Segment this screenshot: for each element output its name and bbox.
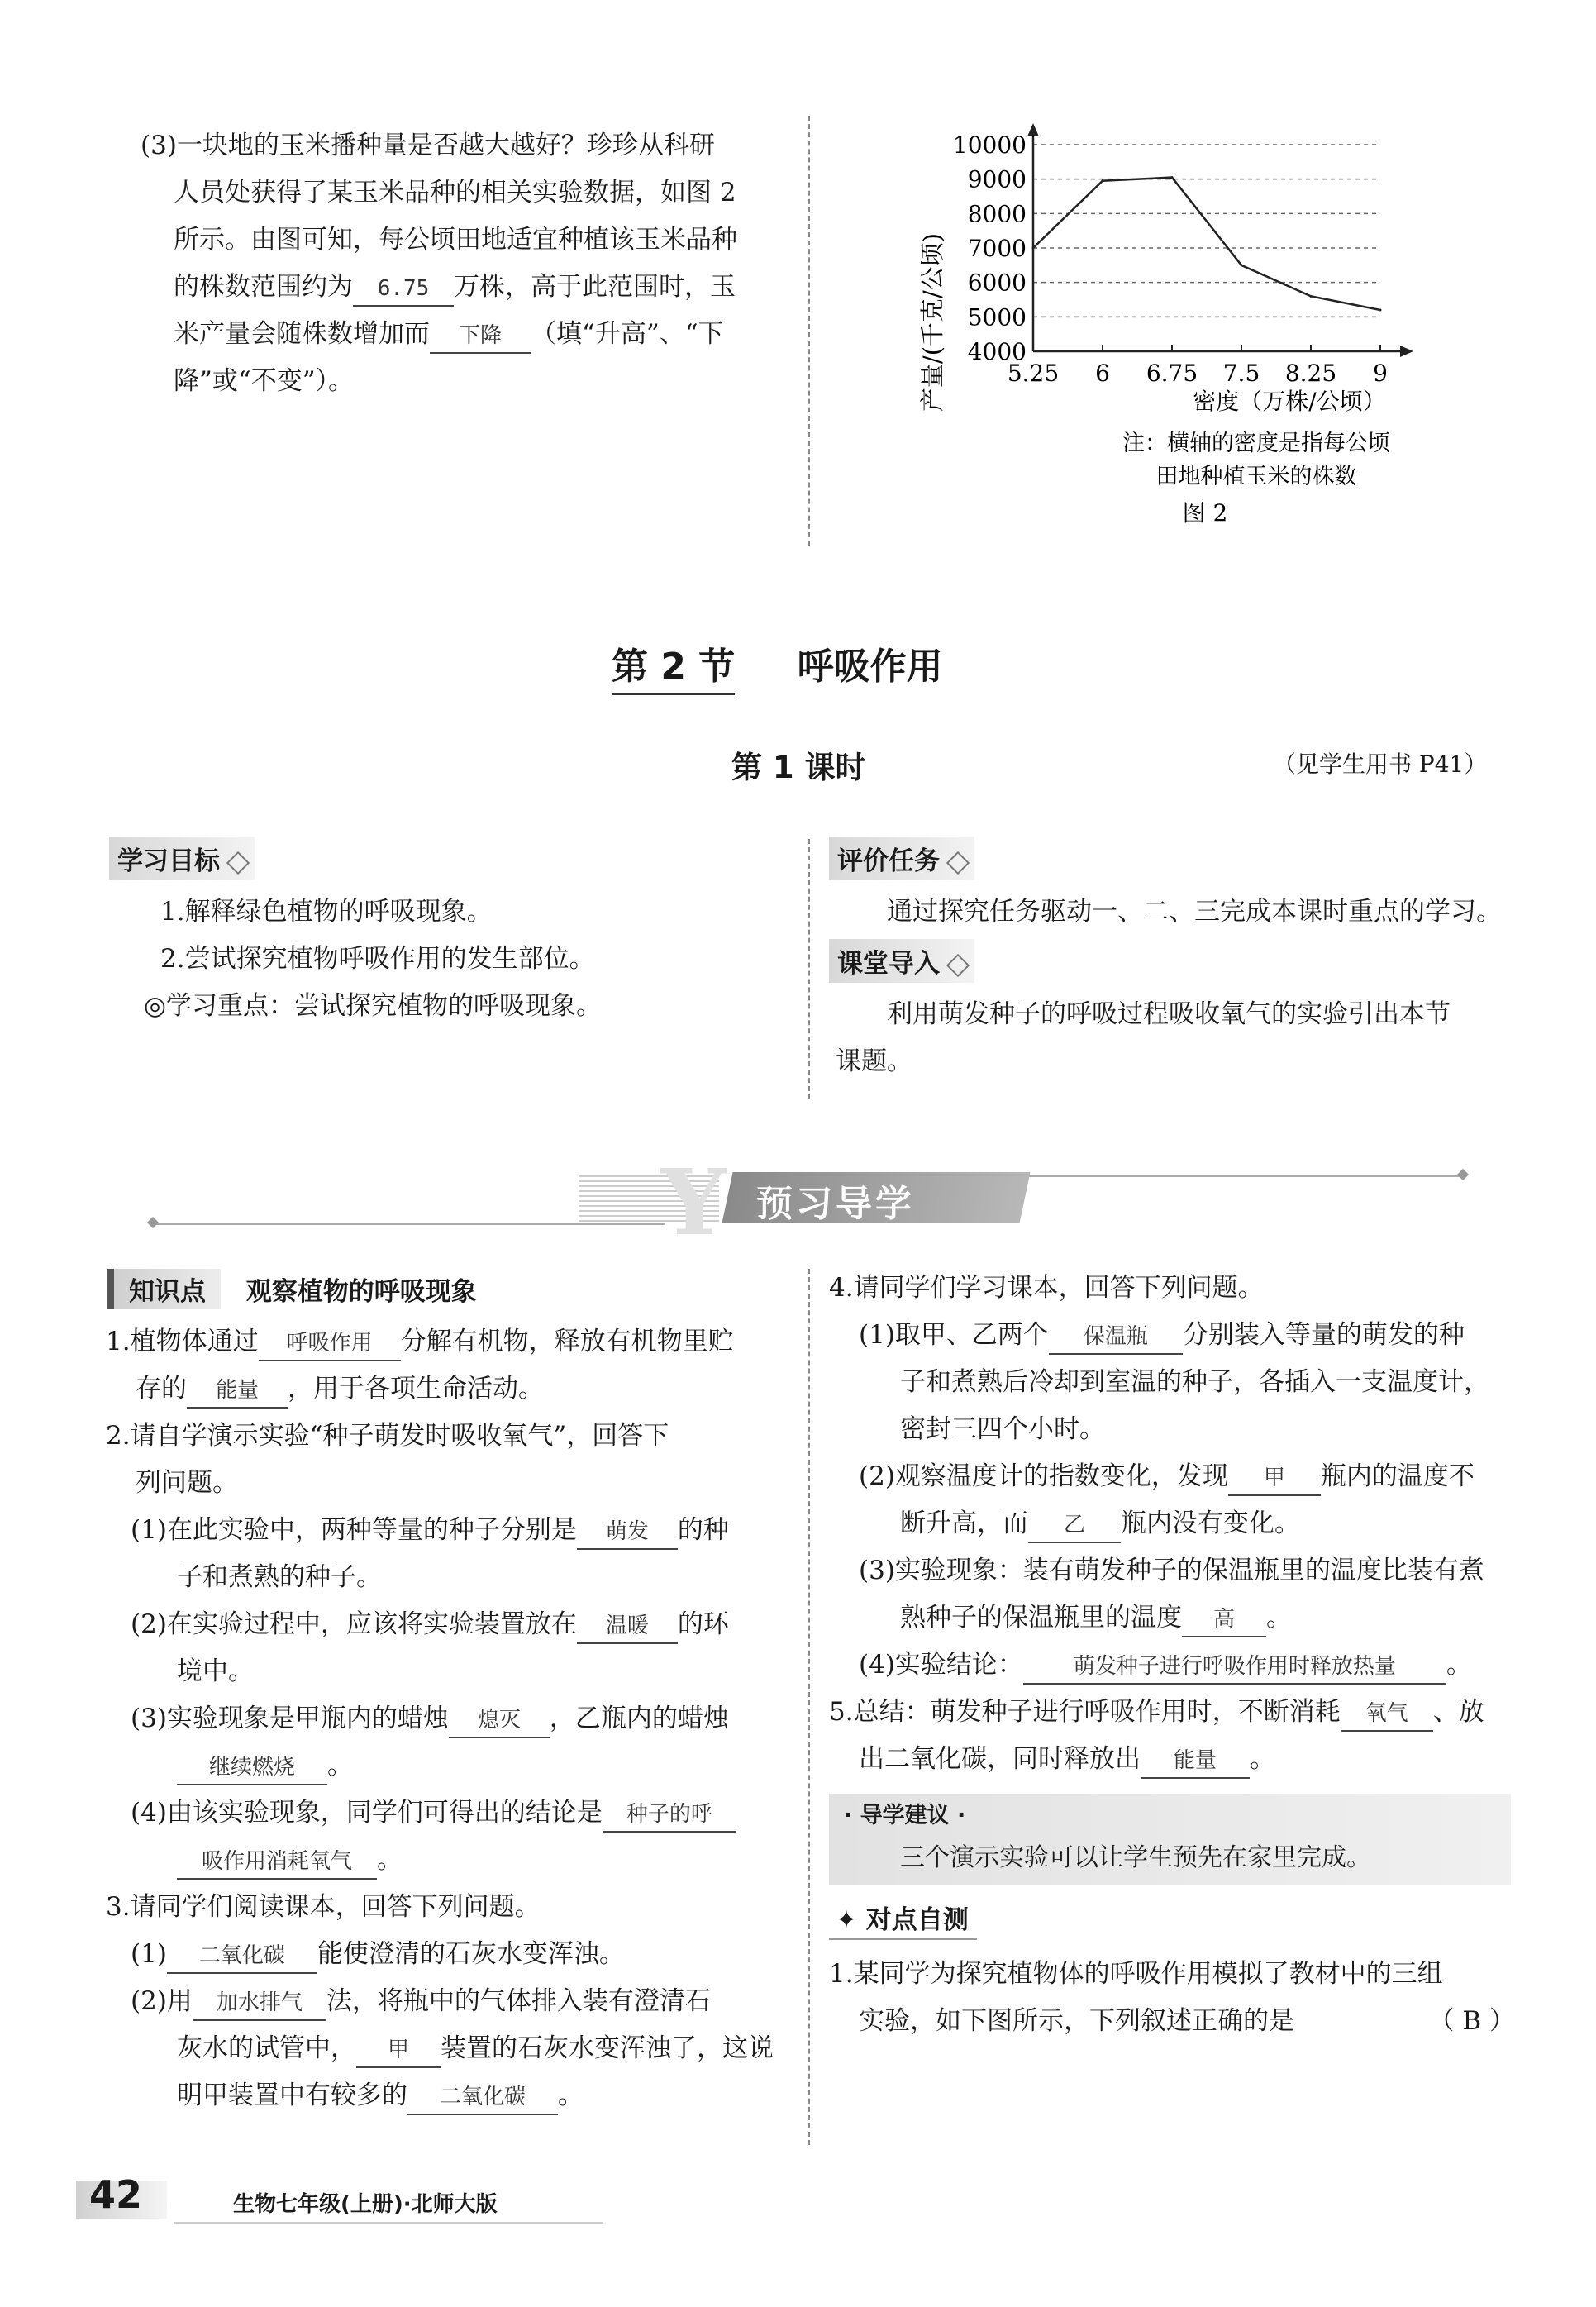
chart-point (1241, 264, 1243, 266)
q3-line: 人员处获得了某玉米品种的相关实验数据，如图 2 (174, 178, 736, 207)
chart-x-arrow (1400, 346, 1413, 357)
answer: 能量 (187, 1374, 288, 1409)
answer: 二氧化碳 (167, 1939, 317, 1974)
answer: 高 (1182, 1603, 1266, 1637)
answer: 二氧化碳 (407, 2081, 558, 2115)
knowledge-questions: 1.植物体通过 呼吸作用 分解有机物，释放有机物里贮 存的 能量 ，用于各项生命活动。 2.请自学演示实验“种子萌发时吸收氧气”，回答下 列问题。 (1)在此实验中，两种等量的种子分别是 萌发 的种 子和煮熟的种子。 (2)在实验过程中，应该将实验装置放在 温暖 的环 境中。 (3)实验现象是甲瓶内的蜡烛 熄灭 ，乙瓶内的蜡烛 继续燃烧 。 (4)由该实验现象，同学们可得出的结论是 种子的呼 吸作用消耗氧气 。 3.请同学们阅读课本，回答下列问题。 (1) 二氧化碳 能使澄清的石灰水变浑浊。 (2)用 加水排气 法，将瓶中的气体排入装有澄清石 灰水的试管中， 甲 装置的石灰水变浑浊了，这说 明甲装置中有较多的 二氧化碳 。 (106, 1318, 800, 2119)
chart-series-line (1033, 178, 1380, 310)
chart-y-arrow (1027, 123, 1039, 136)
goals-tag: 学习目标 (109, 837, 255, 880)
banner-letter: Y (661, 1149, 727, 1256)
yield-density-chart (909, 116, 1438, 546)
chart-y-label: 产量/(千克/公顷) (918, 232, 946, 412)
chart-grid (1033, 145, 1380, 317)
goal-item: 1.解释绿色植物的呼吸现象。 (160, 897, 493, 927)
question-3-block (141, 122, 802, 405)
banner-line-left (153, 1223, 665, 1225)
answer: 能量 (1141, 1744, 1250, 1779)
section-name: 呼吸作用 (797, 646, 943, 688)
chart-note-line1: 注：横轴的密度是指每公顷 (1122, 431, 1390, 456)
answer: 乙 (1028, 1509, 1121, 1543)
q3-line: 所示。由图可知，每公顷田地适宜种植该玉米品种 (174, 225, 737, 255)
self-test-header: ✦ 对点自测 (829, 1897, 977, 1940)
banner-line-right (1025, 1175, 1463, 1177)
answer: 加水排气 (193, 1986, 326, 2021)
learning-goals (109, 837, 795, 1030)
chart-x-tick-label: 7.5 (1222, 360, 1260, 387)
answer-choice: （ B ） (1428, 2006, 1515, 2036)
advice-tag: · 导学建议 · (844, 1803, 966, 1828)
textbook-ref: （见学生用书 P41） (1273, 751, 1488, 778)
chart-point (1379, 309, 1382, 312)
answer: 呼吸作用 (259, 1327, 401, 1361)
knowledge-header (107, 1269, 793, 1309)
right-questions: 4.请同学们学习课本，回答下列问题。 (1)取甲、乙两个 保温瓶 分别装入等量的萌发的种 子和煮熟后冷却到室温的种子，各插入一支温度计， 密封三四个小时。 (2)观察温度计的指数变化，发现 甲 瓶内的温度不 断升高，而 乙 瓶内没有变化。 (3)实验现象：装有萌发种子的保温瓶里的温度比装有煮 熟种子的保温瓶里的温度 高 。 (4)实验结论： 萌发种子进行呼吸作用时释放热量 。 5.总结：萌发种子进行呼吸作用时，不断消耗 氧气 、放 出二氧化碳，同时释放出 能量 。 (829, 1265, 1523, 1783)
eval-text: 通过探究任务驱动一、二、三完成本课时重点的学习。 (887, 897, 1502, 927)
answer: 熄灭 (449, 1704, 550, 1738)
answer-density: 6.75 (353, 272, 454, 307)
intro-tag: 课堂导入 (829, 939, 974, 983)
page-number: 42 (89, 2172, 143, 2217)
chart-x-tick-label: 6.75 (1146, 360, 1198, 387)
answer-trend: 下降 (430, 319, 531, 354)
chart-point (1032, 247, 1035, 250)
chart-points (1032, 176, 1382, 311)
answer: 甲 (356, 2033, 441, 2068)
answer: 继续燃烧 (177, 1751, 327, 1785)
chart-note-line2: 田地种植玉米的株数 (1155, 464, 1357, 489)
advice-text: 三个演示实验可以让学生预先在家里完成。 (900, 1843, 1371, 1872)
intro-text: 利用萌发种子的呼吸过程吸收氧气的实验引出本节 (887, 999, 1451, 1029)
answer: 氧气 (1341, 1697, 1433, 1732)
column-divider-goals (808, 839, 810, 1099)
lesson-title: 第 1 课时 (731, 750, 866, 785)
evaluation-tasks (829, 837, 1523, 1085)
chart-point (1310, 295, 1313, 298)
chart-x-tick-label: 9 (1373, 360, 1388, 387)
banner-diamond-left (147, 1217, 159, 1228)
eval-tag: 评价任务 (829, 837, 974, 880)
column-divider-top (808, 116, 810, 546)
answer: 保温瓶 (1049, 1320, 1183, 1355)
sparkle-icon: ✦ (836, 1905, 857, 1935)
knowledge-tag: 知识点 (107, 1269, 221, 1309)
chart-y-tick-label: 9000 (967, 165, 1027, 193)
goal-item: 2.尝试探究植物呼吸作用的发生部位。 (160, 944, 595, 974)
answer: 萌发 (577, 1515, 678, 1550)
chart-point (1171, 176, 1174, 179)
chart-y-tick-label: 6000 (967, 269, 1027, 297)
book-title: 生物七年级(上册)·北师大版 (233, 2192, 498, 2217)
chart-y-ticks (953, 131, 1027, 365)
q3-line: 米产量会随株数增加而 下降 （填“升高”、“下 (141, 311, 802, 358)
chart-y-tick-label: 5000 (967, 303, 1027, 331)
chart-caption: 图 2 (1182, 499, 1228, 527)
q3-line: 降”或“不变”）。 (174, 366, 355, 396)
diamond-icon (226, 851, 250, 874)
chart-point (1102, 179, 1104, 182)
chart-y-tick-label: 4000 (967, 338, 1027, 365)
self-test-question: 1.某同学为探究植物体的呼吸作用模拟了教材中的三组 实验，如下图所示，下列叙述正确的是 （ B ） (829, 1951, 1515, 2045)
chart-x-tick-label: 5.25 (1007, 360, 1060, 387)
study-advice-box (829, 1794, 1511, 1885)
diamond-icon (946, 953, 970, 976)
intro-text: 课题。 (836, 1046, 912, 1076)
section-title (612, 636, 1025, 694)
goal-item: ◎学习重点：尝试探究植物的呼吸现象。 (144, 991, 603, 1021)
answer: 萌发种子进行呼吸作用时释放热量 (1023, 1650, 1446, 1685)
column-divider-bottom (808, 1269, 810, 2145)
answer: 吸作用消耗氧气 (177, 1845, 377, 1880)
knowledge-title: 观察植物的呼吸现象 (245, 1277, 477, 1307)
diamond-icon (946, 851, 970, 874)
chart-x-tick-label: 8.25 (1284, 360, 1337, 387)
section-number: 第 2 节 (612, 636, 735, 695)
chart-y-tick-label: 10000 (952, 131, 1027, 159)
answer: 温暖 (577, 1609, 678, 1644)
banner-diamond-right (1457, 1169, 1469, 1180)
q3-line: (3)一块地的玉米播种量是否越大越好？珍珍从科研 (141, 131, 715, 160)
chart-y-tick-label: 8000 (967, 200, 1027, 228)
chart-x-tick-label: 6 (1095, 360, 1110, 387)
chart-y-tick-label: 7000 (967, 235, 1027, 262)
q3-line: 的株数范围约为 6.75 万株，高于此范围时，玉 (141, 264, 802, 311)
footer-line (174, 2222, 603, 2224)
answer: 种子的呼 (603, 1798, 736, 1833)
chart-x-label: 密度（万株/公顷） (1193, 388, 1386, 415)
banner-label: 预习导学 (756, 1183, 915, 1225)
answer: 甲 (1228, 1461, 1321, 1496)
